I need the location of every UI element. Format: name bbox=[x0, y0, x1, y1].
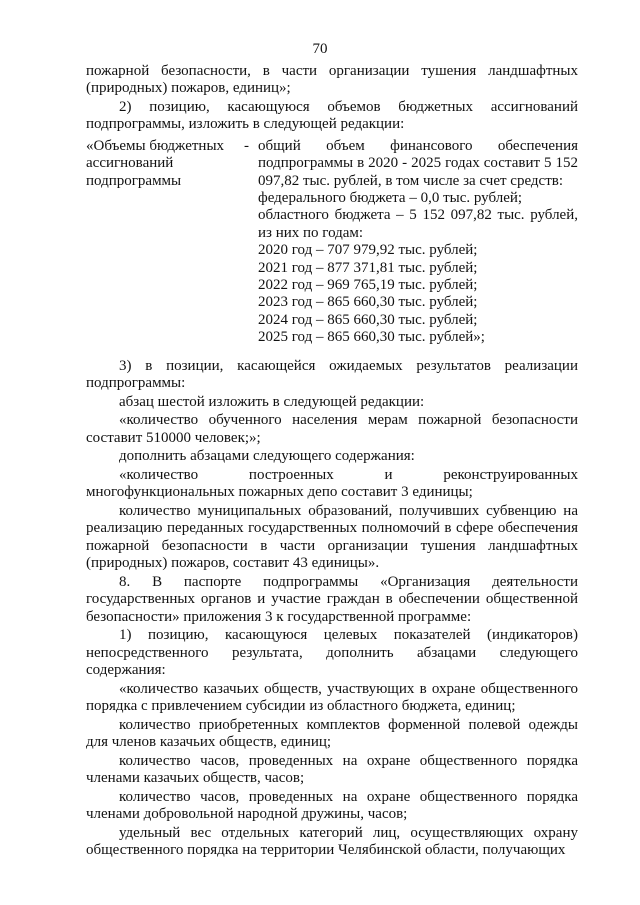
paragraph-targets: 1) позицию, касающуюся целевых показателей (индикаторов) непосредственного результата, дополнить абзацами следующего содержания: bbox=[86, 627, 578, 678]
budget-position-label: «Объемы бюджетных ассигнований подпрограммы bbox=[86, 137, 225, 189]
paragraph-item-2: 2) позицию, касающуюся объемов бюджетных ассигнований подпрограммы, изложить в следующей редакции: bbox=[86, 99, 578, 133]
document-body bbox=[86, 63, 578, 861]
paragraph-continuation: пожарной безопасности, в части организации тушения ландшафтных (природных) пожаров, единиц»; bbox=[86, 63, 578, 97]
budget-year-2023: 2023 год – 865 660,30 тыс. рублей; bbox=[258, 294, 478, 311]
paragraph-item-3: 3) в позиции, касающейся ожидаемых результатов реализации подпрограммы: bbox=[86, 357, 578, 392]
budget-position-value bbox=[258, 138, 578, 347]
budget-position-table bbox=[86, 138, 578, 347]
budget-position-dash: - bbox=[244, 137, 249, 154]
page-number: 70 bbox=[312, 41, 328, 57]
paragraph-uniform-sets: количество приобретенных комплектов форменной полевой одежды для членов казачьих обществ, единиц; bbox=[86, 716, 578, 750]
paragraph-item-8: 8. В паспорте подпрограммы «Организация деятельности государственных органов и участие граждан в обеспечении общественной безопасности» приложения 3 к государственной программе: bbox=[86, 573, 578, 625]
budget-year-2024: 2024 год – 865 660,30 тыс. рублей; bbox=[258, 311, 478, 328]
budget-federal: федерального бюджета – 0,0 тыс. рублей; bbox=[258, 190, 523, 207]
paragraph-municipalities: количество муниципальных образований, получивших субвенцию на реализацию переданных государственных полномочий в сфере обеспечения пожарной безопасности в части организации тушения ландшафтных (природных) пожаров, составит 43 единицы». bbox=[86, 502, 578, 572]
paragraph-trained-population: «количество обученного населения мерам пожарной безопасности составит 510000 человек;»; bbox=[86, 412, 578, 446]
budget-year-2025: 2025 год – 865 660,30 тыс. рублей»; bbox=[258, 329, 485, 346]
budget-year-2020: 2020 год – 707 979,92 тыс. рублей; bbox=[258, 242, 478, 259]
budget-total: общий объем финансового обеспечения подпрограммы в 2020 - 2025 годах составит 5 152 097,82 тыс. рублей, в том числе за счет средств: bbox=[258, 137, 578, 189]
paragraph-cossack-hours: количество часов, проведенных на охране общественного порядка членами казачьих обществ, часов; bbox=[86, 752, 578, 786]
paragraph-share-of-persons: удельный вес отдельных категорий лиц, осуществляющих охрану общественного порядка на территории Челябинской области, получающих bbox=[86, 824, 578, 858]
paragraph-druzhina-hours: количество часов, проведенных на охране общественного порядка членами добровольной народной дружины, часов; bbox=[86, 788, 578, 822]
budget-regional: областного бюджета – 5 152 097,82 тыс. рублей, из них по годам: bbox=[258, 207, 578, 241]
paragraph-fire-depots: «количество построенных и реконструированных многофункциональных пожарных депо составит 3 единицы; bbox=[86, 466, 578, 501]
paragraph-add-abzacs: дополнить абзацами следующего содержания: bbox=[119, 448, 415, 465]
budget-year-2021: 2021 год – 877 371,81 тыс. рублей; bbox=[258, 259, 478, 276]
paragraph-cossack-societies: «количество казачьих обществ, участвующих в охране общественного порядка с привлечением субсидии из областного бюджета, единиц; bbox=[86, 680, 578, 714]
budget-year-2022: 2022 год – 969 765,19 тыс. рублей; bbox=[258, 277, 478, 294]
paragraph-abzac-6: абзац шестой изложить в следующей редакции: bbox=[119, 393, 425, 410]
